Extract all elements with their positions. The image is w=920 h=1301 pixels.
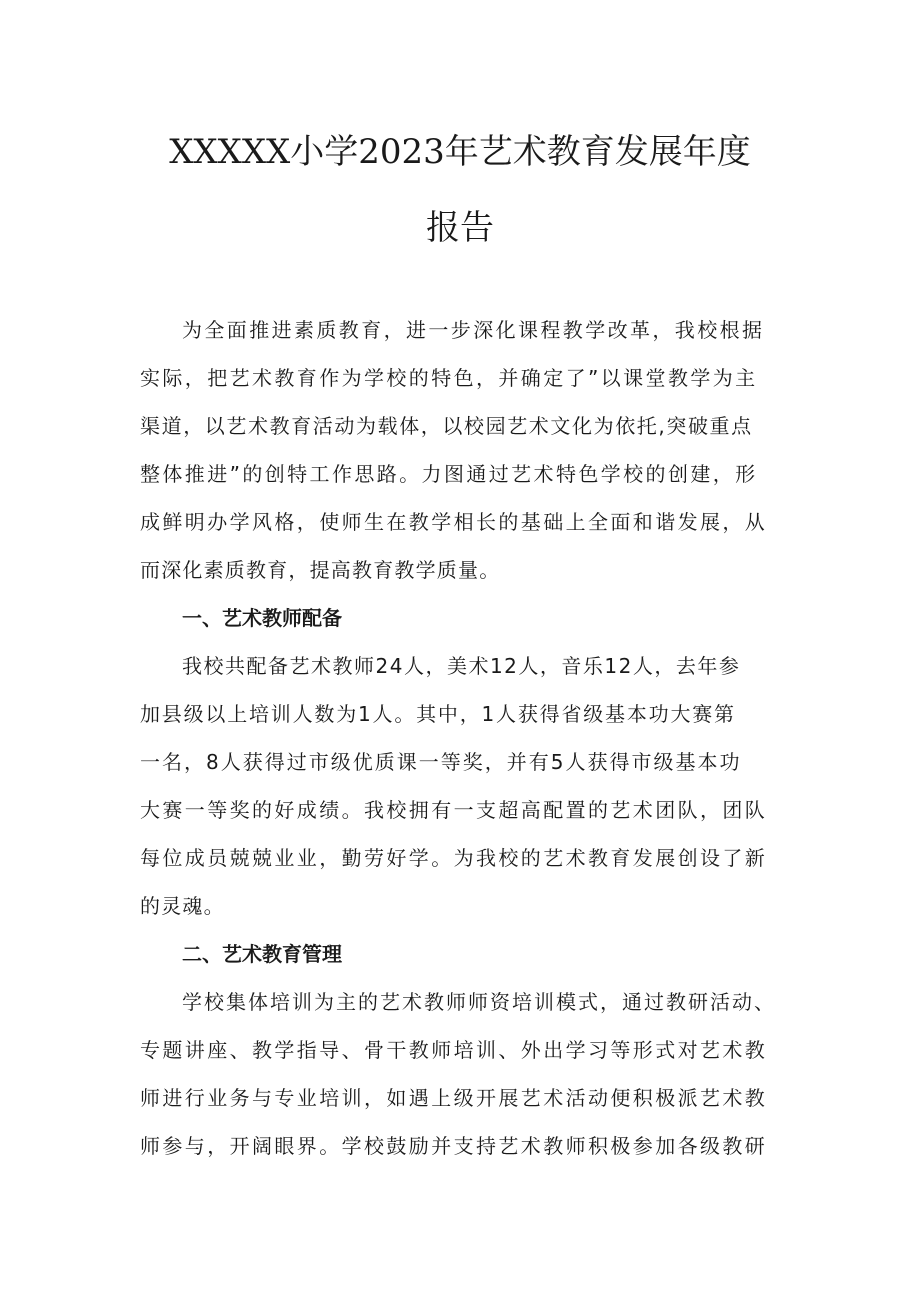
intro-line-6: 而深化素质教育，提高教育教学质量。 xyxy=(140,558,501,582)
report-title-line-1: XXXXX小学2023年艺术教育发展年度 xyxy=(169,132,751,172)
section1-line-2: 加县级以上培训人数为1人。其中，1人获得省级基本功大赛第 xyxy=(140,702,736,726)
section-heading-teachers: 一、艺术教师配备 xyxy=(182,606,342,630)
section-heading-management: 二、艺术教育管理 xyxy=(182,942,342,966)
intro-line-2: 实际，把艺术教育作为学校的特色，并确定了”以课堂教学为主 xyxy=(140,366,758,390)
intro-line-3: 渠道，以艺术教育活动为载体，以校园艺术文化为依托,突破重点 xyxy=(140,414,753,438)
section1-line-5: 每位成员兢兢业业，勤劳好学。为我校的艺术教育发展创设了新 xyxy=(140,846,768,870)
section2-line-3: 师进行业务与专业培训，如遇上级开展艺术活动便积极派艺术教 xyxy=(140,1086,768,1110)
section1-line-4: 大赛一等奖的好成绩。我校拥有一支超高配置的艺术团队，团队 xyxy=(140,798,768,822)
section2-line-4: 师参与，开阔眼界。学校鼓励并支持艺术教师积极参加各级教研 xyxy=(140,1134,768,1158)
intro-line-5: 成鲜明办学风格，使师生在教学相长的基础上全面和谐发展，从 xyxy=(140,510,768,534)
intro-line-1: 为全面推进素质教育，进一步深化课程教学改革，我校根据 xyxy=(182,318,765,342)
section2-line-1: 学校集体培训为主的艺术教师师资培训模式，通过教研活动、 xyxy=(182,990,776,1014)
report-title-line-2: 报告 xyxy=(426,208,494,248)
section2-line-2: 专题讲座、教学指导、骨干教师培训、外出学习等形式对艺术教 xyxy=(140,1038,768,1062)
section1-line-6: 的灵魂。 xyxy=(140,894,225,918)
section1-line-1: 我校共配备艺术教师24人，美术12人，音乐12人，去年参 xyxy=(182,654,741,678)
section1-line-3: 一名，8人获得过市级优质课一等奖，并有5人获得市级基本功 xyxy=(140,750,742,774)
intro-line-4: 整体推进”的创特工作思路。力图通过艺术特色学校的创建，形 xyxy=(140,462,758,486)
